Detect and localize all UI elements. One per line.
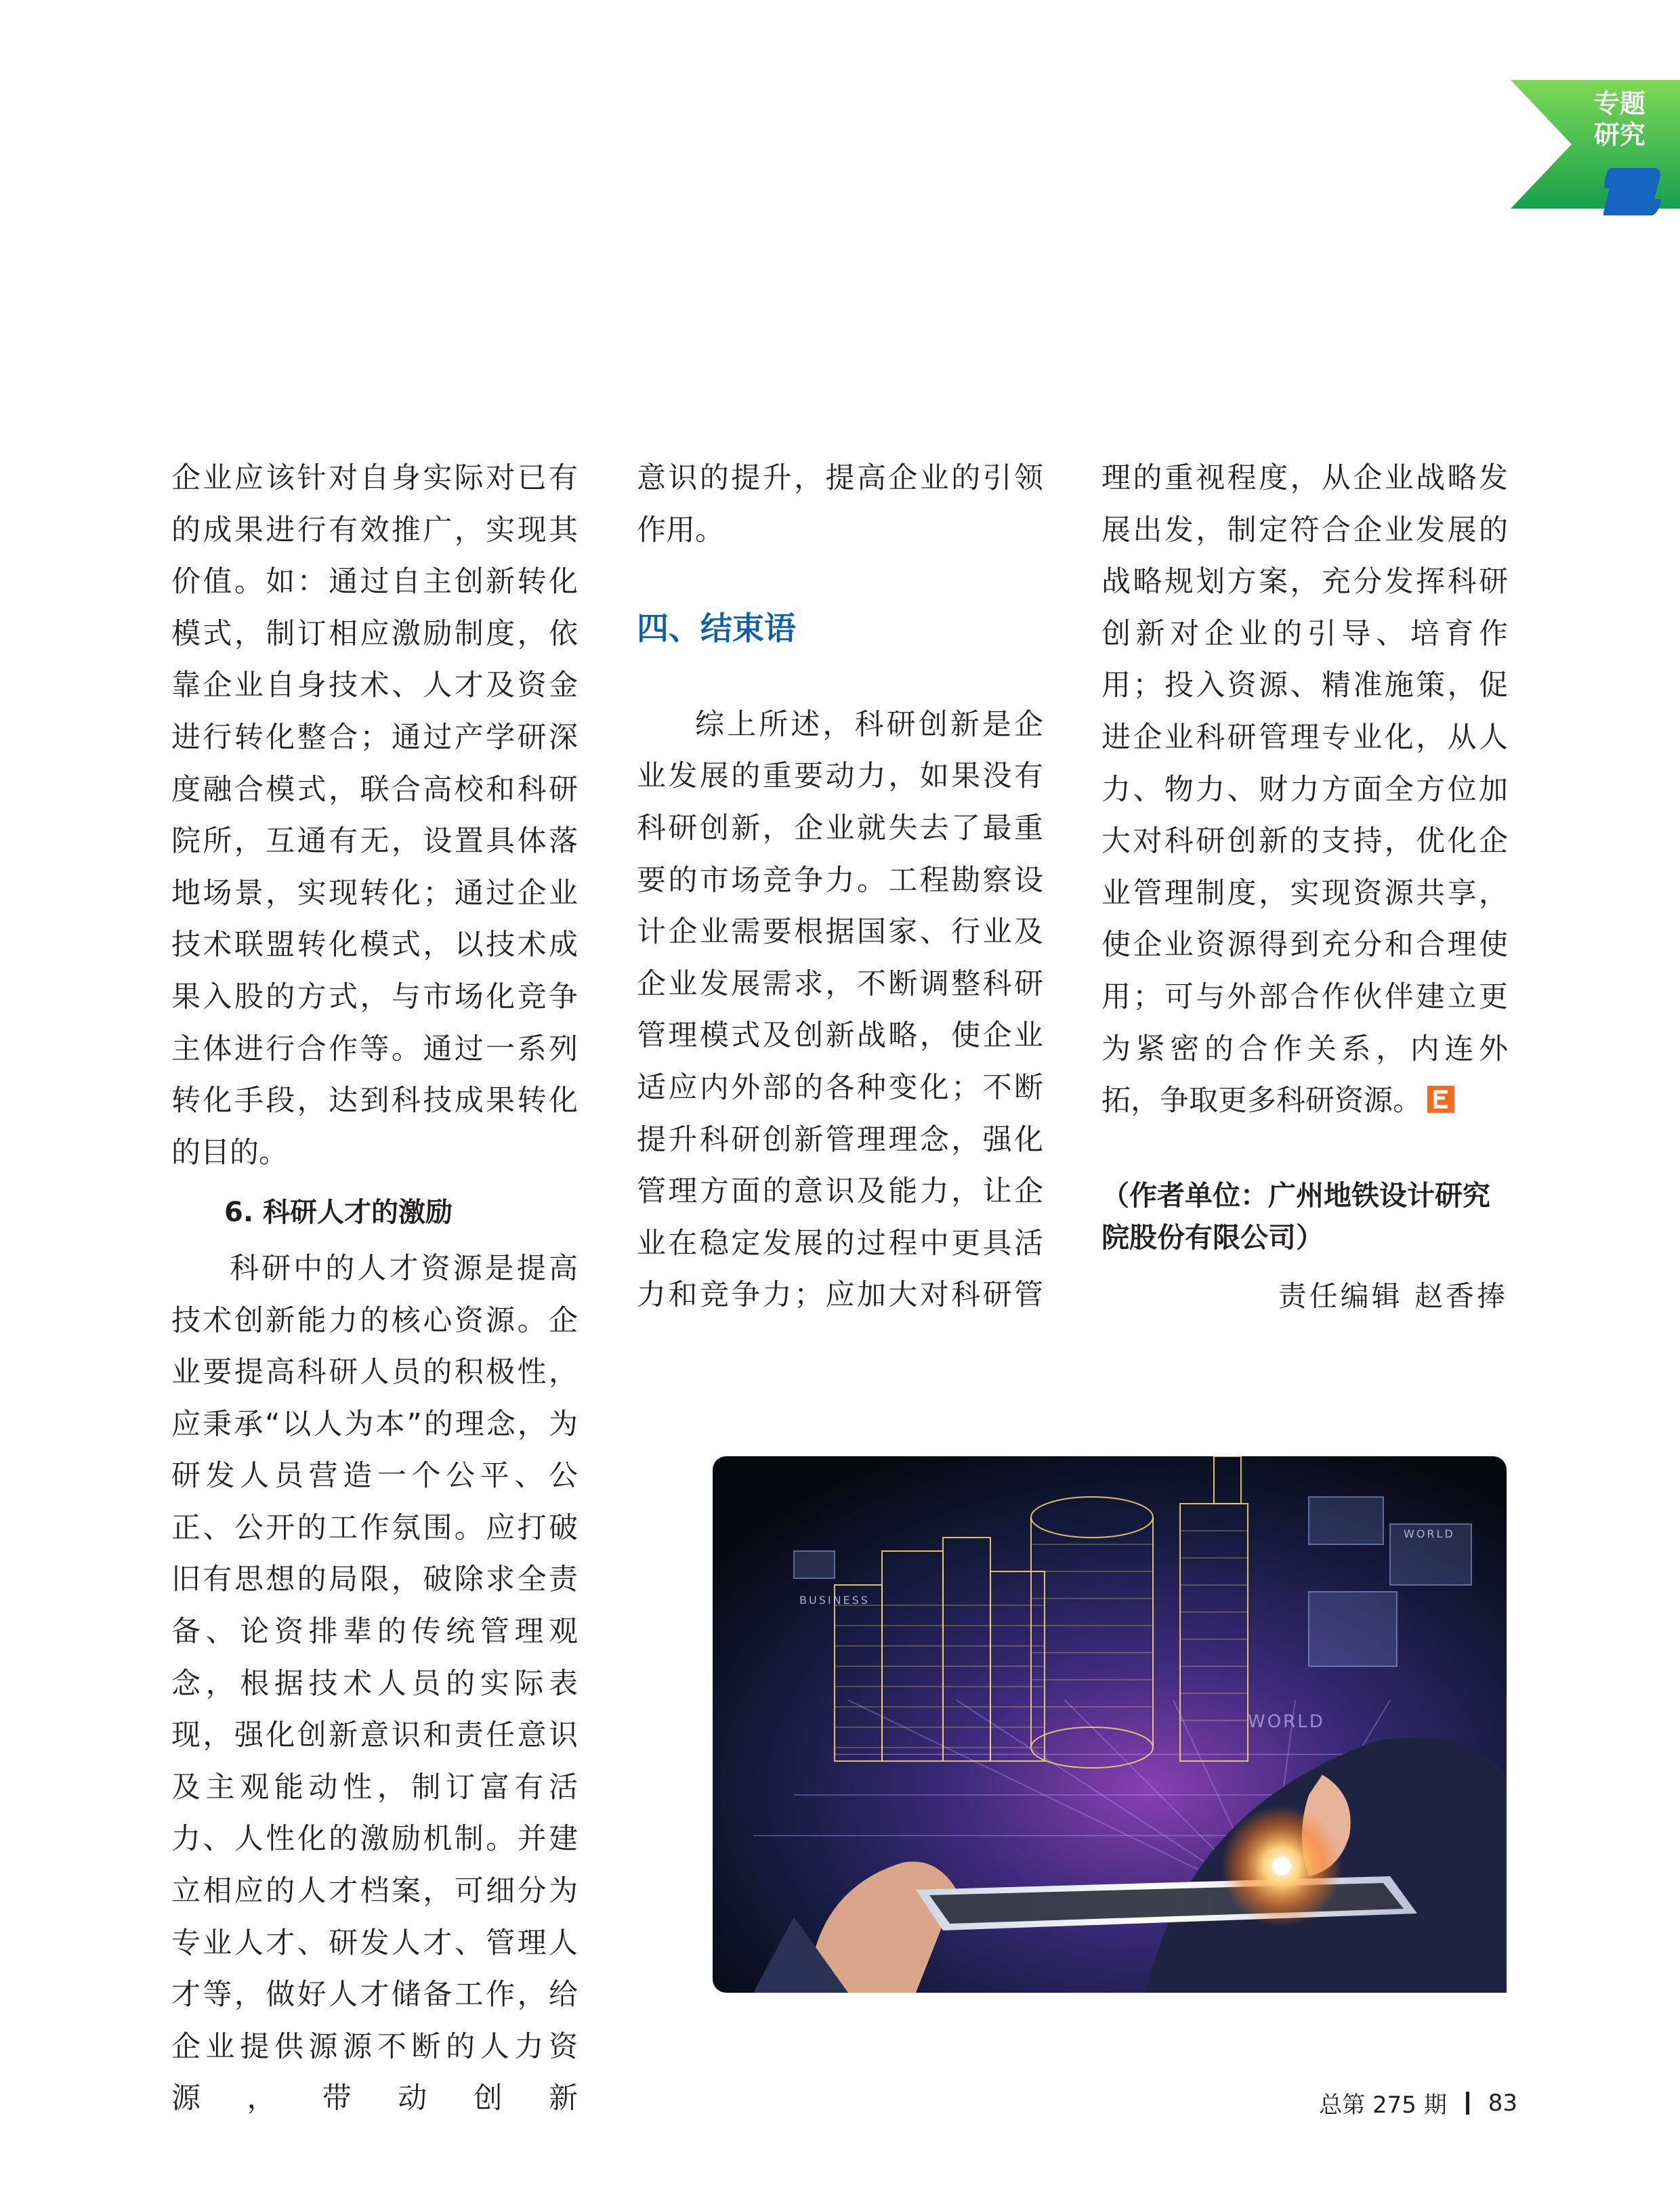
col1-subheading: 6. 科研人才的激励	[224, 1197, 453, 1229]
image-label-world-mid: WORLD	[1248, 1712, 1325, 1732]
author-affiliation: （作者单位：广州地铁设计研究院股份有限公司）	[1101, 1179, 1490, 1254]
image-label-world-top: WORLD	[1404, 1527, 1455, 1540]
footer-divider	[1466, 2092, 1469, 2115]
column-2	[637, 452, 1043, 1321]
scroll-icon	[1603, 168, 1661, 215]
col2-paragraph-1: 意识的提升，提高企业的引领作用。	[637, 461, 1043, 547]
end-mark-icon	[1427, 1086, 1454, 1113]
section-heading: 四、结束语	[637, 610, 796, 648]
col2-paragraph-2: 综上所述，科研创新是企业发展的重要动力，如果没有科研创新，企业就失去了最重要的市场竞争力。工程勘察设计企业需要根据国家、行业及企业发展需求，不断调整科研管理模式及创新战略，使企业适应内外部的各种变化；不断提升科研创新管理理念，强化管理方面的意识及能力，让企业在稳定发展的过程中更具活力和竞争力；应加大对科研管	[637, 707, 1043, 1313]
col3-paragraph-1-text: 理的重视程度，从企业战略发展出发，制定符合企业发展的战略规划方案，充分发挥科研创新对企业的引导、培育作用；投入资源、精准施策，促进企业科研管理专业化，从人力、物力、财力方面全方位加大对科研创新的支持，优化企业管理制度，实现资源共享，使企业资源得到充分和合理使用；可与外部合作伙伴建立更为紧密的合作关系，内连外拓，争取更多科研资源。	[1101, 461, 1508, 1118]
issue-number: 总第 275 期	[1319, 2092, 1447, 2119]
col1-paragraph-1: 企业应该针对自身实际对已有的成果进行有效推广，实现其价值。如：通过自主创新转化模式，制订相应激励制度，依靠企业自身技术、人才及资金进行转化整合；通过产学研深度融合模式，联合高校和科研院所，互通有无，设置具体落地场景，实现转化；通过企业技术联盟转化模式，以技术成果入股的方式，与市场化竞争主体进行合作等。通过一系列转化手段，达到科技成果转化的目的。	[171, 461, 578, 1170]
column-3	[1101, 452, 1508, 1322]
col1-paragraph-2: 科研中的人才资源是提高技术创新能力的核心资源。企业要提高科研人员的积极性，应秉承“以人为本”的理念，为研发人员营造一个公平、公正、公开的工作氛围。应打破旧有思想的局限，破除求全责备、论资排辈的传统管理观念，根据技术人员的实际表现，强化创新意识和责任意识及主观能动性，制订富有活力、人性化的激励机制。并建立相应的人才档案，可细分为专业人才、研发人才、管理人才等，做好人才储备工作，给企业提供源源不断的人力资源，带动创新	[171, 1251, 578, 2116]
column-1	[171, 452, 578, 2125]
illustration-hologram-tablet	[713, 1456, 1507, 1993]
col3-paragraph-1	[1101, 452, 1508, 1127]
responsible-editor: 责任编辑 赵香捧	[1278, 1279, 1508, 1313]
image-label-business: BUSINESS	[799, 1594, 870, 1607]
page-footer	[1319, 2086, 1517, 2119]
section-tab-label: 专题 研究	[1593, 89, 1645, 150]
page-number: 83	[1488, 2089, 1517, 2117]
